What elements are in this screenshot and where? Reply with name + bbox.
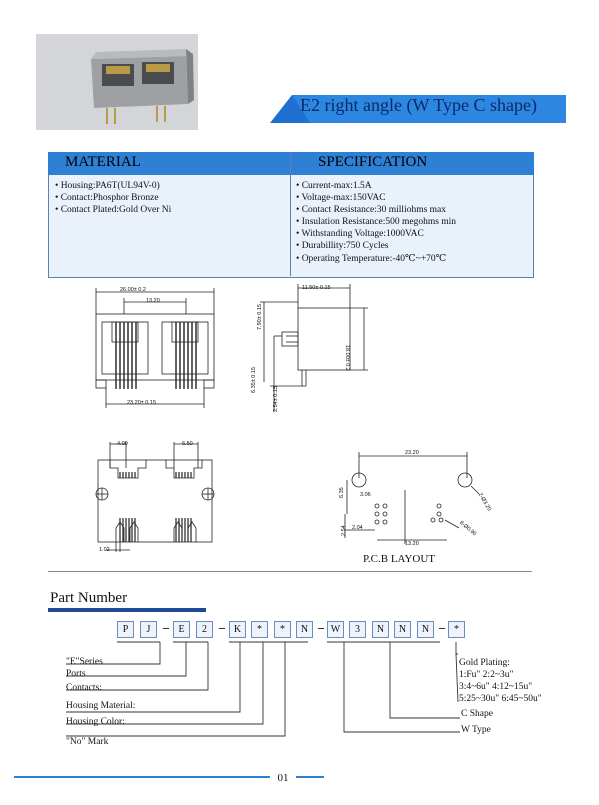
spec-table-divider [290, 152, 291, 276]
gold-plating-legend [459, 657, 542, 705]
pn-box: K [229, 621, 246, 638]
dim-front-bottom: 23.20± 0.15 [127, 400, 157, 406]
pn-box: 2 [196, 621, 213, 638]
dim-top-3: 1.02 [99, 547, 110, 553]
pn-label-ports: Ports [66, 669, 86, 679]
product-title: E2 right angle (W Type C shape) [300, 95, 538, 115]
dim-pcb-c: 2.54 [341, 525, 347, 536]
dim-front-width: 26.00± 0.2 [120, 287, 146, 293]
pn-label-w-type: W Type [461, 725, 491, 735]
pn-box: W [327, 621, 344, 638]
pn-dash [163, 628, 169, 629]
material-list [55, 180, 171, 216]
spec-item: • Contact Resistance:30 milliohms max [296, 205, 447, 216]
gold-plating-line: Gold Plating: [459, 658, 510, 668]
dim-pcb-g: 8-Ø0.90 [458, 520, 478, 538]
dim-top-2: 6.50 [182, 441, 193, 447]
pn-box: * [448, 621, 465, 638]
dim-pcb-e: 13.20 [405, 541, 419, 547]
pn-box: P [117, 621, 134, 638]
spec-item: • Current-max:1.5A [296, 181, 372, 191]
dim-side-height: 18.00± 0.2 [344, 345, 350, 371]
pn-box: N [296, 621, 313, 638]
dim-side-h3: 6.35± 0.15 [251, 367, 257, 393]
gold-plating-line: 5:25~30u" 6:45~50u" [459, 694, 542, 704]
pn-box: * [251, 621, 268, 638]
pn-dash [318, 628, 324, 629]
pn-box: N [372, 621, 389, 638]
material-item: • Contact:Phosphor Bronze [55, 193, 159, 204]
pcb-layout-title: P.C.B LAYOUT [363, 553, 436, 565]
pn-label-no-mark: "No" Mark [66, 737, 109, 747]
section-divider [48, 571, 532, 572]
pn-label-series: "E"Series [66, 657, 103, 667]
pn-dash [219, 628, 225, 629]
top-view-drawing [90, 438, 220, 556]
dim-side-depth: 11.50± 0.15 [302, 285, 331, 291]
pn-label-contacts: Contacts: [66, 683, 102, 693]
pn-box: J [140, 621, 157, 638]
gold-plating-line: 1:Fu" 2:2~3u" [459, 670, 514, 680]
dim-pcb-width: 23.20 [405, 450, 419, 456]
product-photo [36, 34, 198, 130]
part-number-title: Part Number [50, 590, 128, 606]
side-view-drawing [250, 282, 380, 416]
pn-box: E [173, 621, 190, 638]
pn-label-c-shape: C Shape [461, 709, 493, 719]
dim-side-h4: 2.54± 0.15 [273, 386, 279, 412]
dim-side-h2: 7.90± 0.15 [257, 304, 263, 330]
specification-heading: SPECIFICATION [318, 154, 428, 170]
page-number: 01 [270, 770, 296, 786]
dim-pcb-b: 3.06 [360, 492, 371, 498]
material-item: • Contact Plated:Gold Over Ni [55, 205, 172, 216]
dim-front-pitch: 13.20 [146, 298, 160, 304]
spec-item: • Durabillity:750 Cycles [296, 241, 389, 252]
dim-pcb-f: 2-Ø3.20 [476, 492, 492, 513]
gold-plating-line: 3:4~6u" 4:12~15u" [459, 682, 533, 692]
material-heading: MATERIAL [65, 154, 141, 170]
pcb-layout-drawing [335, 450, 495, 554]
specification-list [296, 180, 456, 265]
pn-label-housing-material: Housing Material: [66, 701, 136, 711]
dim-top-1: 4.00 [117, 441, 128, 447]
spec-item: • Voltage-max:150VAC [296, 193, 386, 204]
part-number-leader-lines [60, 636, 480, 748]
pn-dash [439, 628, 445, 629]
pn-box: N [417, 621, 434, 638]
part-number-underline [48, 608, 206, 612]
pn-box: * [274, 621, 291, 638]
dim-pcb-d: 2.04 [352, 525, 363, 531]
spec-item: • Withstanding Voltage:1000VAC [296, 229, 424, 240]
spec-item: • Operating Temperature:-40℃~+70℃ [296, 253, 447, 264]
dim-pcb-a: 6.35 [339, 487, 345, 498]
pn-box: N [394, 621, 411, 638]
pn-label-housing-color: Housing Color: [66, 717, 125, 727]
material-item: • Housing:PA6T(UL94V-0) [55, 181, 160, 191]
spec-item: • Insulation Resistance:500 megohms min [296, 217, 457, 228]
pn-box: 3 [349, 621, 366, 638]
